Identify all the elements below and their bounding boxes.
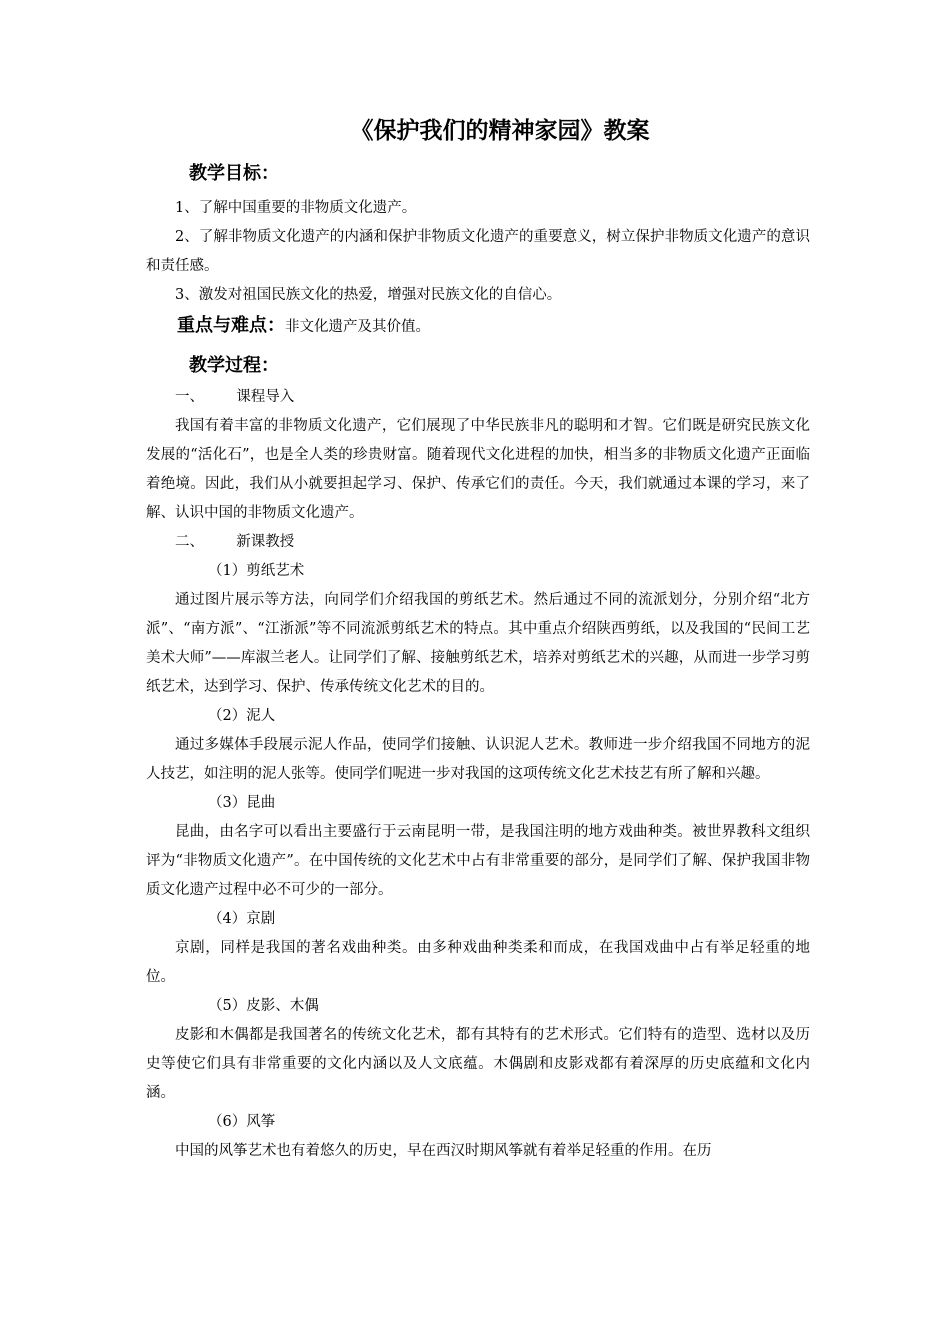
subsection-text-1: 通过图片展示等方法，向同学们介绍我国的剪纸艺术。然后通过不同的流派划分，分别介绍“北方派”、“南方派”、“江浙派”等不同流派剪纸艺术的特点。其中重点介绍陕西剪纸，以及我国的“民间工艺美术大师”——库淑兰老人。让同学们了解、接触剪纸艺术，培养对剪纸艺术的兴趣，从而进一步学习剪纸艺术，达到学习、保护、传承传统文化艺术的目的。: [146, 592, 810, 695]
subsection-text-3: 昆曲，由名字可以看出主要盛行于云南昆明一带，是我国注明的地方戏曲种类。被世界教科文组织评为“非物质文化遗产”。在中国传统的文化艺术中占有非常重要的部分，是同学们了解、保护我国非物质文化遗产过程中必不可少的一部分。: [146, 824, 810, 898]
subsection-title-1: （1）剪纸艺术: [208, 563, 305, 579]
subsection-text-4: 京剧，同样是我国的著名戏曲种类。由多种戏曲种类柔和而成，在我国戏曲中占有举足轻重的地位。: [146, 940, 810, 985]
key-points-heading: 重点与难点：: [177, 315, 285, 336]
key-points-text: 非文化遗产及其价值。: [285, 319, 430, 335]
objective-item-3: 3、激发对祖国民族文化的热爱，增强对民族文化的自信心。: [175, 287, 562, 303]
key-points-row: [177, 313, 430, 340]
subsection-text-2: 通过多媒体手段展示泥人作品，使同学们接触、认识泥人艺术。教师进一步介绍我国不同地方的泥人技艺，如注明的泥人张等。使同学们呢进一步对我国的这项传统文化艺术技艺有所了解和兴趣。: [146, 737, 810, 782]
document-title: 《保护我们的精神家园》教案: [350, 118, 650, 144]
subsection-title-4: （4）京剧: [208, 911, 276, 927]
subsection-title-6: （6）风筝: [208, 1114, 276, 1130]
subsection-text-6: 中国的风筝艺术也有着悠久的历史，早在西汉时期风筝就有着举足轻重的作用。在历: [175, 1143, 712, 1159]
objectives-list: [146, 194, 810, 310]
section-1-label: 一、 课程导入: [175, 389, 295, 405]
section-1-text: 我国有着丰富的非物质文化遗产，它们展现了中华民族非凡的聪明和才智。它们既是研究民族文化发展的“活化石”，也是全人类的珍贵财富。随着现代文化进程的加快，相当多的非物质文化遗产正面临着绝境。因此，我们从小就要担起学习、保护、传承它们的责任。今天，我们就通过本课的学习，来了解、认识中国的非物质文化遗产。: [146, 418, 810, 521]
objective-item-2: 2、了解非物质文化遗产的内涵和保护非物质文化遗产的重要意义，树立保护非物质文化遗产的意识和责任感。: [146, 229, 810, 274]
section-2-label: 二、 新课教授: [175, 534, 295, 550]
process-content: [146, 383, 810, 1166]
objectives-heading: 教学目标：: [189, 163, 279, 184]
subsection-title-5: （5）皮影、木偶: [208, 998, 319, 1014]
objective-item-1: 1、了解中国重要的非物质文化遗产。: [175, 200, 417, 216]
subsection-title-2: （2）泥人: [208, 708, 276, 724]
subsection-text-5: 皮影和木偶都是我国著名的传统文化艺术，都有其特有的艺术形式。它们特有的造型、选材以及历史等使它们具有非常重要的文化内涵以及人文底蕴。木偶剧和皮影戏都有着深厚的历史底蕴和文化内涵。: [146, 1027, 810, 1101]
subsection-title-3: （3）昆曲: [208, 795, 276, 811]
process-heading: 教学过程：: [189, 355, 279, 376]
